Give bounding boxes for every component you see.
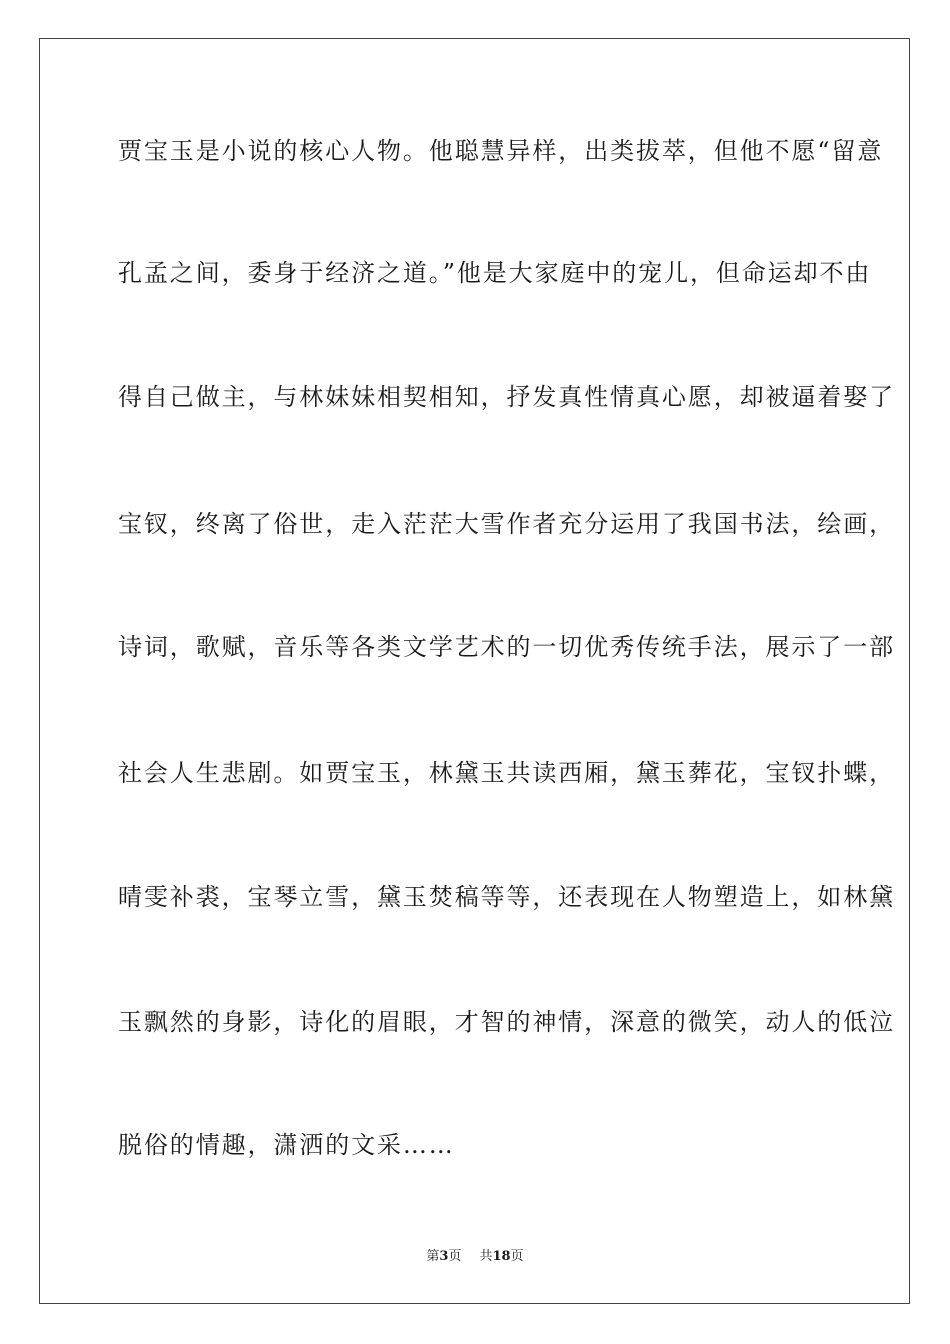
- text-line-7: 晴雯补裘，宝琴立雪，黛玉焚稿等等，还表现在人物塑造上，如林黛: [118, 883, 895, 911]
- text-line-5: 诗词，歌赋，音乐等各类文学艺术的一切优秀传统手法，展示了一部: [118, 633, 895, 661]
- text-line-9: 脱俗的情趣，潇洒的文采……: [118, 1131, 455, 1159]
- text-line-2: 孔孟之间，委身于经济之道。”他是大家庭中的宠儿，但命运却不由: [118, 259, 872, 287]
- page-suffix: 页: [448, 1249, 462, 1264]
- text-line-1: 贾宝玉是小说的核心人物。他聪慧异样，出类拔萃，但他不愿“留意: [118, 137, 884, 165]
- text-line-4: 宝钗，终离了俗世，走入茫茫大雪作者充分运用了我国书法，绘画，: [118, 510, 895, 538]
- page-prefix: 第: [426, 1249, 440, 1264]
- text-line-3: 得自己做主，与林妹妹相契相知，抒发真性情真心愿，却被逼着娶了: [118, 383, 895, 411]
- text-line-8: 玉飘然的身影，诗化的眉眼，才智的神情，深意的微笑，动人的低泣: [118, 1008, 895, 1036]
- page-footer: [0, 1249, 950, 1265]
- total-prefix: 共: [479, 1249, 493, 1264]
- text-line-6: 社会人生悲剧。如贾宝玉，林黛玉共读西厢，黛玉葬花，宝钗扑蝶，: [118, 759, 895, 787]
- page-number: 3: [439, 1249, 449, 1264]
- total-suffix: 页: [510, 1249, 524, 1264]
- total-pages: 18: [492, 1249, 511, 1264]
- page-border: [39, 38, 910, 1304]
